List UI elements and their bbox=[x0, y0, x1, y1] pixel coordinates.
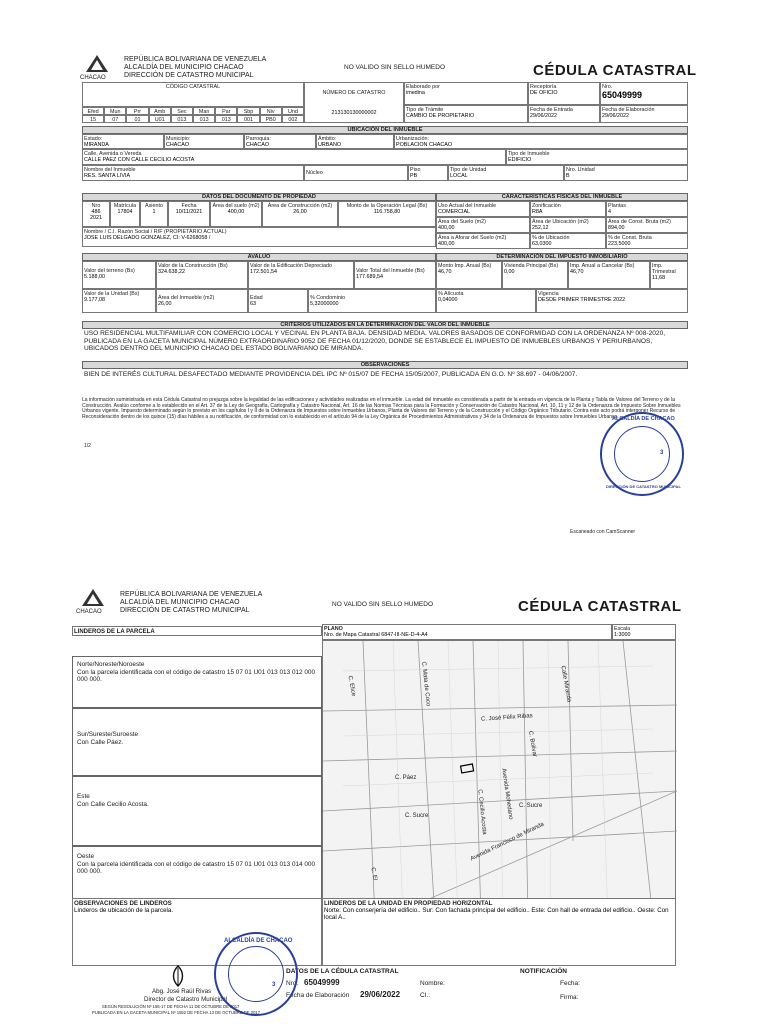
fis-zonif-label: Zonificación bbox=[532, 202, 561, 209]
plano-header bbox=[322, 624, 612, 640]
elab-value: 29/06/2022 bbox=[602, 112, 629, 119]
numero-label: NÚMERO DE CATASTRO bbox=[322, 89, 386, 96]
codigo-col-value: 07 bbox=[104, 115, 126, 123]
street-mata-de-coco: C. Mata de Coco bbox=[420, 661, 431, 707]
piso-value: PB bbox=[410, 172, 418, 179]
stamp-text: ALCALDÍA DE CHACAO bbox=[224, 938, 293, 944]
linderos-ph-text: Norte: Con conserjería del edificio.. Sur: Con fachada principal del edificio.. Este: Con hall de entrada del edificio.. Oeste: Con local A.. bbox=[324, 906, 669, 922]
doc-monto-label: Monto de la Operación Legal (Bs) bbox=[346, 202, 428, 209]
tipo-tramite bbox=[404, 105, 528, 123]
parcel-marker bbox=[461, 764, 474, 773]
codigo-col-header: Niv bbox=[260, 107, 282, 115]
av-condominio bbox=[308, 289, 436, 313]
fis-uso-label: Uso Actual del Inmueble bbox=[438, 202, 497, 209]
av-unidad-label: Valor de la Unidad (Bs) bbox=[84, 290, 140, 297]
doc-nro-label: Nro bbox=[91, 202, 101, 209]
doc-area-suelo-label: Área del suelo (m2) bbox=[212, 202, 260, 209]
imp-vivienda bbox=[502, 261, 568, 289]
imp-monto-value: 46,70 bbox=[438, 268, 452, 275]
nro-value: 65049999 bbox=[602, 89, 643, 100]
lindero-oeste-dir: Oeste bbox=[77, 853, 95, 860]
av-total-label: Valor Total del Inmueble (Bs) bbox=[356, 267, 425, 274]
doc-area-const-value: 26,00 bbox=[293, 208, 307, 215]
codigo-col-header: Par bbox=[215, 107, 237, 115]
doc-asiento-label: Asiento bbox=[145, 202, 163, 209]
street-sucre-west: C. Sucre bbox=[405, 813, 429, 819]
av-terreno bbox=[82, 261, 156, 289]
escala bbox=[612, 624, 676, 640]
imp-cancelar bbox=[568, 261, 650, 289]
header-line-3: DIRECCIÓN DE CATASTRO MUNICIPAL bbox=[120, 607, 250, 614]
page-title: CÉDULA CATASTRAL bbox=[518, 598, 682, 615]
fis-area-suelo-value: 400,00 bbox=[438, 224, 455, 231]
doc-nro bbox=[82, 201, 110, 227]
official-stamp bbox=[600, 412, 684, 496]
imp-vivienda-label: Vivienda Principal (Bs) bbox=[504, 262, 559, 269]
doc-asiento-value: 1 bbox=[152, 208, 156, 215]
codigo-col-value: 002 bbox=[282, 115, 304, 123]
nro-unidad-label: Nro. Unidad bbox=[566, 166, 595, 173]
codigo-col-value: 013 bbox=[215, 115, 237, 123]
resolucion-line-1: SEGÚN RESOLUCIÓN Nº 155-17 DE FECHA 11 DE OCTUBRE DE 2017 bbox=[102, 1004, 240, 1009]
lindero-este bbox=[72, 776, 322, 846]
av-construccion-label: Valor de la Construcción (Bs) bbox=[158, 262, 228, 269]
codigo-col-header: Prr bbox=[126, 107, 148, 115]
notificacion-title: NOTIFICACIÓN bbox=[520, 968, 567, 975]
av-condominio-label: % Condominio bbox=[310, 294, 346, 301]
linderos-title bbox=[72, 626, 322, 636]
firmante-cargo: Director de Catastro Municipal bbox=[144, 996, 228, 1003]
imp-vigencia-label: Vigencia bbox=[538, 290, 559, 297]
doc-propietario-label: Nombre / C.I. Razón Social / RIF (PROPIETARIO ACTUAL) bbox=[84, 228, 227, 235]
imp-vigencia-value: DESDE PRIMER TRIMESTRE 2022 bbox=[538, 296, 626, 303]
doc-fecha-label: Fecha bbox=[181, 202, 197, 209]
resolucion-line-2: PUBLICADA EN LA GACETA MUNICIPAL Nº 1552 DE FECHA 13 DE OCTUBRE DE 2017 bbox=[92, 1010, 261, 1015]
estado bbox=[82, 134, 164, 149]
ambito-value: URBANO bbox=[318, 141, 342, 148]
codigo-col-value: 01 bbox=[126, 115, 148, 123]
piso bbox=[408, 165, 448, 181]
tipo-inm-label: Tipo de Inmueble bbox=[508, 150, 550, 157]
codigo-col-value: 001 bbox=[237, 115, 259, 123]
numero-catastro bbox=[304, 82, 404, 123]
doc-area-const-label: Área de Construcción (m2) bbox=[267, 202, 333, 209]
av-area-inm bbox=[156, 289, 248, 313]
fecha-elaboracion bbox=[600, 105, 688, 123]
imp-alicuota-value: 0,04000 bbox=[438, 296, 458, 303]
fis-area-const bbox=[606, 217, 688, 233]
imp-vigencia bbox=[536, 289, 688, 313]
fis-area-aforar-label: Área a Aforar del Suelo (m2) bbox=[438, 234, 507, 241]
ambito-label: Ámbito: bbox=[318, 135, 337, 142]
av-terreno-label: Valor del terreno (Bs) bbox=[84, 267, 135, 274]
doc-propietario bbox=[82, 227, 436, 247]
municipio bbox=[164, 134, 244, 149]
plano-label: PLANO bbox=[324, 625, 343, 632]
street-paez: C. Páez bbox=[395, 775, 417, 781]
imp-vivienda-value: 0,00 bbox=[504, 268, 515, 275]
lindero-sur bbox=[72, 708, 322, 776]
linderos-ph-title: LINDEROS DE LA UNIDAD EN PROPIEDAD HORIZONTAL bbox=[324, 899, 493, 907]
av-terreno-value: 5.188,00 bbox=[84, 273, 105, 280]
observaciones-text: BIEN DE INTERÉS CULTURAL DESAFECTADO MEDIANTE PROVIDENCIA DEL IPC Nº 015/07 DE FECHA 15/05/2007, PUBLICADA EN G.O. Nº 38.697 - 04/06/2007. bbox=[84, 371, 578, 378]
av-edad-label: Edad bbox=[250, 294, 263, 301]
fecha-entrada bbox=[528, 105, 600, 123]
av-construccion bbox=[156, 261, 248, 289]
notif-firma-label: Firma: bbox=[560, 994, 579, 1001]
no-valido-notice: NO VALIDO SIN SELLO HUMEDO bbox=[332, 601, 434, 608]
municipio-value: CHACAO bbox=[166, 141, 190, 148]
fis-area-ubic bbox=[530, 217, 606, 233]
estado-label: Estado: bbox=[84, 135, 103, 142]
estado-value: MIRANDA bbox=[84, 141, 109, 148]
observaciones-title: OBSERVACIONES bbox=[82, 361, 688, 369]
municipio-label: Municipio: bbox=[166, 135, 191, 142]
imp-alicuota-label: % Alícuota bbox=[438, 290, 464, 297]
parroquia bbox=[244, 134, 316, 149]
fis-pct-const bbox=[606, 233, 688, 249]
parroquia-label: Parroquia: bbox=[246, 135, 271, 142]
avaluo-title: AVALÚO bbox=[82, 253, 436, 261]
header-line-1: REPÚBLICA BOLIVARIANA DE VENEZUELA bbox=[120, 591, 263, 598]
nro-cedula bbox=[600, 82, 688, 105]
fis-plantas-value: 4 bbox=[608, 208, 611, 215]
lindero-norte-text: Con la parcela identificada con el código de catastro 15 07 01 U01 013 013 012 000 000 000. bbox=[77, 668, 316, 684]
chacao-logo-icon bbox=[84, 54, 110, 76]
impuesto-title: DETERMINACIÓN DEL IMPUESTO INMOBILIARIO bbox=[436, 253, 688, 261]
doc-monto-value: 116.758,80 bbox=[373, 208, 401, 215]
elaborado-value: imedina bbox=[406, 89, 425, 96]
page-number: 1/2 bbox=[84, 443, 91, 449]
codigo-col-header: Und bbox=[282, 107, 304, 115]
datos-cedula-title: DATOS DE LA CÉDULA CATASTRAL bbox=[286, 968, 399, 975]
parroquia-value: CHACAO bbox=[246, 141, 270, 148]
fis-area-suelo-label: Área del Suelo (m2) bbox=[438, 218, 486, 225]
entrada-value: 29/06/2022 bbox=[530, 112, 557, 119]
plano-value: Nro. de Mapa Catastral 6847-III-NE-D-4-A4 bbox=[324, 631, 428, 638]
linderos-ph bbox=[322, 898, 676, 966]
street-bolivar: C. Bolívar bbox=[526, 730, 538, 758]
chacao-logo-icon bbox=[80, 588, 106, 610]
codigo-col-value: U01 bbox=[149, 115, 171, 123]
documento-title: DATOS DEL DOCUMENTO DE PROPIEDAD bbox=[82, 193, 436, 201]
numero-value: 213130130000002 bbox=[331, 109, 377, 116]
tramite-value: CAMBIO DE PROPIETARIO bbox=[406, 112, 475, 119]
nucleo-label: Núcleo bbox=[306, 169, 323, 176]
imp-alicuota bbox=[436, 289, 536, 313]
street-francisco-de-miranda: Avenida Francisco de Miranda bbox=[469, 821, 546, 863]
cadastral-map bbox=[322, 640, 676, 918]
av-area-inm-value: 26,00 bbox=[158, 300, 172, 307]
doc-fecha-value: 10/11/2021 bbox=[175, 208, 203, 215]
page-title: CÉDULA CATASTRAL bbox=[533, 62, 697, 79]
imp-trimestral bbox=[650, 261, 688, 289]
imp-monto bbox=[436, 261, 502, 289]
legal-text: La información suministrada en esta Cédula Catastral no prejuzga sobre la legalidad de las edificaciones y actividades realizadas en el inmueble. La edad del inmueble es considerada a partir de la entrada en vigencia de la Planta y Tabla de Valores del Terreno y de la Construcción. Avalúo conforme a lo establecido en el Art. 37 de la Ley de Geografía, Cartografía y Catastro Nacional, Art. 16 de las Normas Técnicas para la Formación y Conservación de Catastro Nacional, Art. 10, 11 y 12 de la Ordenanza de Impuesto Sobre Inmuebles Urbanos vigente. Impuesto determinado según lo previsto en los capítulos I y II de la Ordenanza de Impuestos sobre Inmuebles Urbanos, Planta de Valores del Terreno y de la Construcción y el Código Orgánico Tributario. Contra este acto podrá interponer Recurso de Reconsideración dentro de los quince (15) días hábiles a su notificación, de conformidad con lo establecido en el artículo 94 de la Ley Orgánica de Procedimientos Administrativos y 34 de la Ordenanza de Impuestos sobre Inmuebles Urbanos. bbox=[82, 397, 681, 420]
lindero-norte-dir: Norte/Noreste/Noroeste bbox=[77, 661, 145, 668]
codigo-col-value: 013 bbox=[193, 115, 215, 123]
notif-nombre-label: Nombre: bbox=[420, 980, 445, 987]
datos-fecha-value: 29/06/2022 bbox=[360, 990, 401, 999]
codigo-col-value: 013 bbox=[171, 115, 193, 123]
codigo-col-header: Efed bbox=[82, 107, 104, 115]
doc-area-const bbox=[262, 201, 338, 227]
fis-plantas-label: Plantas bbox=[608, 202, 626, 209]
urbanizacion-label: Urbanización: bbox=[396, 135, 429, 142]
criterios-text: USO RESIDENCIAL MULTIFAMILIAR CON COMERCIO LOCAL Y VECINAL EN PLANTA BAJA. DENSIDAD MEDIA. VALORES BASADOS DE CONFORMIDAD CON LA ORDENANZA Nº 008-2020, PUBLICADA EN LA GACETA MUNICIPAL NÚMERO EXTRAORDINARIO 9052 DE FECHA 01/12/2020, DONDE SE ESTABLECE EL IMPUESTO DE INMUEBLES URBANOS Y PERIURBANOS, UBICADOS DENTRO DEL MUNICIPIO CHACAO DEL ESTADO BOLIVARIANO DE MIRANDA. bbox=[84, 330, 666, 353]
imp-cancelar-label: Imp. Anual a Cancelar (Bs) bbox=[570, 262, 635, 269]
datos-nro-label: Nro. bbox=[286, 980, 299, 987]
street-el: C. El bbox=[369, 867, 378, 881]
logo-caption: CHACAO bbox=[80, 75, 106, 81]
fis-area-const-label: Área de Const. Bruta (m2) bbox=[608, 218, 671, 225]
codigo-col-header: Sbp bbox=[237, 107, 259, 115]
urbanizacion bbox=[394, 134, 688, 149]
calle-value: CALLE PAEZ CON CALLE CECILIO ACOSTA bbox=[84, 156, 195, 163]
escala-value: 1:3000 bbox=[614, 631, 631, 638]
doc-monto bbox=[338, 201, 436, 227]
entrada-label: Fecha de Entrada bbox=[530, 106, 573, 113]
ambito bbox=[316, 134, 394, 149]
fis-zonif-value: R8A bbox=[532, 208, 543, 215]
av-total-value: 177.689,54 bbox=[356, 273, 383, 280]
stamp-number: 3 bbox=[272, 982, 276, 988]
codigo-col-value: PB0 bbox=[260, 115, 282, 123]
calle bbox=[82, 149, 506, 165]
obs-linderos-text: Linderos de ubicación de la parcela. bbox=[74, 906, 174, 914]
tipo-unidad-value: LOCAL bbox=[450, 172, 468, 179]
criterios-title: CRITERIOS UTILIZADOS EN LA DETERMINACIÓN DEL VALOR DEL INMUEBLE bbox=[82, 321, 688, 329]
nro-unidad-value: B bbox=[566, 172, 570, 179]
nucleo bbox=[304, 165, 408, 181]
receptoria bbox=[528, 82, 600, 105]
fis-plantas bbox=[606, 201, 688, 217]
doc-area-suelo-value: 400,00 bbox=[227, 208, 245, 215]
stamp-subtext: DIRECCIÓN DE CATASTRO MUNICIPAL bbox=[606, 484, 681, 489]
calle-label: Calle, Avenida o Vereda bbox=[84, 150, 142, 157]
fis-pct-ubic-value: 63,0300 bbox=[532, 240, 552, 247]
fis-pct-const-label: % de Const. Bruta bbox=[608, 234, 652, 241]
codigo-col-header: Mun bbox=[104, 107, 126, 115]
av-edificacion bbox=[248, 261, 354, 289]
nombre-inm-value: RES. SANTA LIVIA bbox=[84, 172, 131, 179]
official-stamp bbox=[214, 932, 298, 1016]
av-condominio-value: 5,32000000 bbox=[310, 300, 339, 307]
doc-area-suelo bbox=[210, 201, 262, 227]
lindero-este-dir: Este bbox=[77, 793, 90, 800]
header-line-3: DIRECCIÓN DE CATASTRO MUNICIPAL bbox=[124, 72, 254, 79]
lindero-sur-dir: Sur/Sureste/Suroeste bbox=[77, 731, 139, 738]
av-edificacion-value: 172.501,54 bbox=[250, 268, 277, 275]
elab-label: Fecha de Elaboración bbox=[602, 106, 655, 113]
cedula-page-2 bbox=[0, 548, 768, 1024]
doc-asiento bbox=[140, 201, 168, 227]
fis-pct-ubic bbox=[530, 233, 606, 249]
av-edad-value: 63 bbox=[250, 300, 256, 307]
notif-ci-label: CI.: bbox=[420, 992, 431, 999]
codigo-col-header: Man bbox=[193, 107, 215, 115]
tramite-label: Tipo de Trámite bbox=[406, 106, 444, 113]
tipo-unidad-label: Tipo de Unidad bbox=[450, 166, 487, 173]
nro-unidad bbox=[564, 165, 688, 181]
no-valido-notice: NO VALIDO SIN SELLO HUMEDO bbox=[344, 64, 446, 71]
tipo-unidad bbox=[448, 165, 564, 181]
imp-monto-label: Monto Imp. Anual (Bs) bbox=[438, 262, 492, 269]
fis-area-const-value: 894,00 bbox=[608, 224, 625, 231]
codigo-col-value: 15 bbox=[82, 115, 104, 123]
elaborado-por bbox=[404, 82, 528, 105]
av-edad bbox=[248, 289, 308, 313]
fis-zonif bbox=[530, 201, 606, 217]
lindero-sur-text: Con Calle Páez. bbox=[77, 738, 124, 746]
street-miranda: Calle Miranda bbox=[559, 665, 572, 703]
receptoria-value: DE OFICIO bbox=[530, 89, 558, 96]
header-line-2: ALCALDÍA DEL MUNICIPIO CHACAO bbox=[124, 64, 244, 71]
fis-area-ubic-value: 252,12 bbox=[532, 224, 549, 231]
fis-pct-const-value: 223,5000 bbox=[608, 240, 631, 247]
street-cecilio-acosta: C. Cecilio Acosta bbox=[476, 789, 488, 835]
av-unidad bbox=[82, 289, 156, 313]
lindero-norte bbox=[72, 656, 322, 708]
fis-uso bbox=[436, 201, 530, 217]
cedula-page-1 bbox=[0, 40, 768, 535]
av-edificacion-label: Valor de la Edificación Depreciado bbox=[250, 262, 333, 269]
nombre-inm-label: Nombre del Inmueble bbox=[84, 166, 136, 173]
imp-trimestral-value: 11,68 bbox=[652, 274, 666, 281]
tipo-inm-value: EDIFICIO bbox=[508, 156, 532, 163]
doc-nro-value: 486 2021 bbox=[90, 208, 102, 221]
fisicas-title: CARACTERÍSTICAS FÍSICAS DEL INMUEBLE bbox=[436, 193, 688, 201]
datos-nro-value: 65049999 bbox=[304, 978, 340, 987]
fis-area-ubic-label: Área de Ubicación (m2) bbox=[532, 218, 589, 225]
codigo-col-header: Sec bbox=[171, 107, 193, 115]
nombre-inmueble bbox=[82, 165, 304, 181]
fis-uso-value: COMERCIAL bbox=[438, 208, 471, 215]
header-line-1: REPÚBLICA BOLIVARIANA DE VENEZUELA bbox=[124, 56, 267, 63]
imp-cancelar-value: 46,70 bbox=[570, 268, 584, 275]
logo-caption: CHACAO bbox=[76, 609, 102, 615]
receptoria-label: Receptoría bbox=[530, 83, 557, 90]
lindero-oeste-text: Con la parcela identificada con el código de catastro 15 07 01 U01 013 013 014 000 000 000. bbox=[77, 860, 316, 876]
doc-matricula-value: 17804 bbox=[117, 208, 133, 215]
fis-area-suelo bbox=[436, 217, 530, 233]
street-sucre-east: C. Sucre bbox=[519, 803, 543, 809]
nro-label: Nro. bbox=[602, 83, 613, 90]
fis-area-aforar bbox=[436, 233, 530, 249]
stamp-number: 3 bbox=[660, 450, 664, 456]
fis-pct-ubic-label: % de Ubicación bbox=[532, 234, 570, 241]
stamp-inner-ring bbox=[228, 946, 284, 1002]
signature-mark bbox=[168, 964, 188, 988]
firmante-name: Abg. José Raúl Rivas bbox=[152, 988, 212, 995]
obs-linderos-title: OBSERVACIONES DE LINDEROS bbox=[74, 899, 172, 907]
av-unidad-value: 9.177,08 bbox=[84, 296, 105, 303]
doc-matricula bbox=[110, 201, 140, 227]
imp-trimestral-label: Imp. Trimestral bbox=[652, 262, 676, 275]
header-line-2: ALCALDÍA DEL MUNICIPIO CHACAO bbox=[120, 599, 240, 606]
ubicacion-title: UBICACIÓN DEL INMUEBLE bbox=[82, 126, 688, 134]
doc-propietario-value: JOSE LUIS DELGADO GONZALEZ, CI: V-6268058 / bbox=[84, 234, 211, 241]
codigo-label-text: CÓDIGO CATASTRAL bbox=[165, 83, 221, 90]
linderos-title-text: LINDEROS DE LA PARCELA bbox=[74, 629, 155, 635]
notif-fecha-label: Fecha: bbox=[560, 980, 580, 987]
street-jose-felix-ribas: C. José Félix Ribas bbox=[480, 713, 533, 723]
doc-matricula-label: Matrícula bbox=[113, 202, 137, 209]
doc-fecha bbox=[168, 201, 210, 227]
elaborado-label: Elaborado por bbox=[406, 83, 440, 90]
lindero-este-text: Con Calle Cecilio Acosta. bbox=[77, 800, 149, 808]
av-construccion-value: 324.638,22 bbox=[158, 268, 185, 275]
datos-fecha-label: Fecha de Elaboración bbox=[286, 992, 350, 999]
codigo-col-header: Amb bbox=[149, 107, 171, 115]
urbanizacion-value: POBLACION CHACAO bbox=[396, 141, 453, 148]
fis-area-aforar-value: 400,00 bbox=[438, 240, 455, 247]
stamp-text: ALCALDÍA DE CHACAO bbox=[612, 416, 675, 422]
tipo-inmueble bbox=[506, 149, 688, 165]
escala-label: Escala bbox=[614, 625, 631, 632]
scanner-note: Escaneado con CamScanner bbox=[570, 529, 636, 535]
av-area-inm-label: Área del Inmueble (m2) bbox=[158, 294, 215, 301]
piso-label: Piso bbox=[410, 166, 421, 173]
codigo-catastral-label bbox=[82, 82, 304, 107]
street-mohedano: Avenida Mohedano bbox=[500, 768, 514, 820]
av-total bbox=[354, 261, 436, 289]
street-elice: C. Elice bbox=[346, 675, 357, 697]
